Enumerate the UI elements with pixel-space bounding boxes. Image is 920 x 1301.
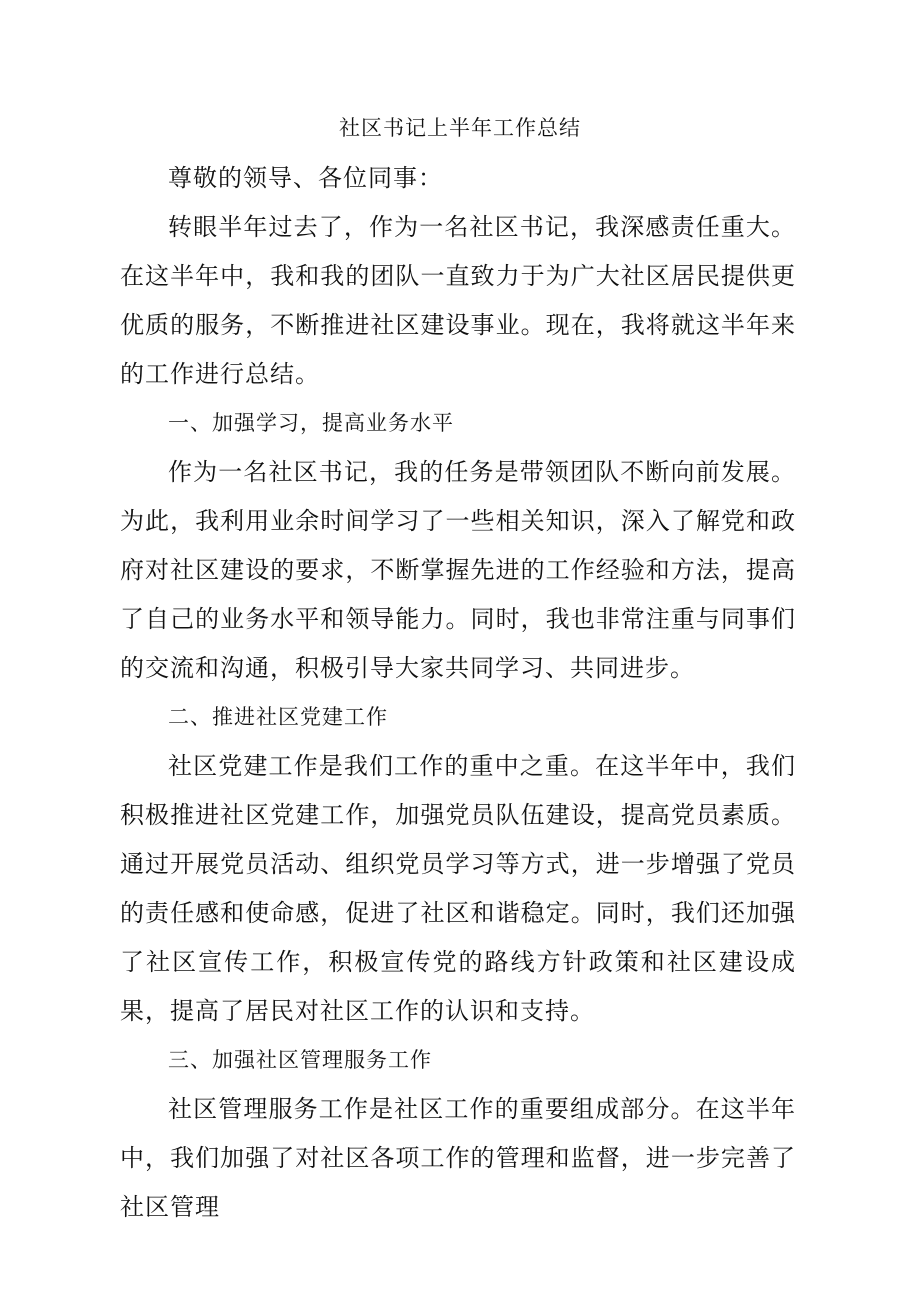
intro-paragraph: 转眼半年过去了，作为一名社区书记，我深感责任重大。在这半年中，我和我的团队一直致力于为广大社区居民提供更优质的服务，不断推进社区建设事业。现在，我将就这半年来的工作进行总结。 [120, 213, 796, 388]
section-2-paragraph: 社区党建工作是我们工作的重中之重。在这半年中，我们积极推进社区党建工作，加强党员队伍建设，提高党员素质。通过开展党员活动、组织党员学习等方式，进一步增强了党员的责任感和使命感，促进了社区和谐稳定。同时，我们还加强了社区宣传工作，积极宣传党的路线方针政策和社区建设成果，提高了居民对社区工作的认识和支持。 [120, 752, 796, 1025]
salutation: 尊敬的领导、各位同事： [168, 164, 443, 192]
section-heading-1: 一、加强学习，提高业务水平 [168, 411, 454, 435]
document-title: 社区书记上半年工作总结 [339, 116, 581, 140]
section-heading-2: 二、推进社区党建工作 [168, 705, 388, 729]
section-3-paragraph: 社区管理服务工作是社区工作的重要组成部分。在这半年中，我们加强了对社区各项工作的管理和监督，进一步完善了社区管理 [120, 1095, 796, 1221]
document-body [120, 154, 796, 1232]
section-heading-3: 三、加强社区管理服务工作 [168, 1048, 432, 1072]
section-1-paragraph: 作为一名社区书记，我的任务是带领团队不断向前发展。为此，我利用业余时间学习了一些相关知识，深入了解党和政府对社区建设的要求，不断掌握先进的工作经验和方法，提高了自己的业务水平和领导能力。同时，我也非常注重与同事们的交流和沟通，积极引导大家共同学习、共同进步。 [120, 458, 796, 682]
